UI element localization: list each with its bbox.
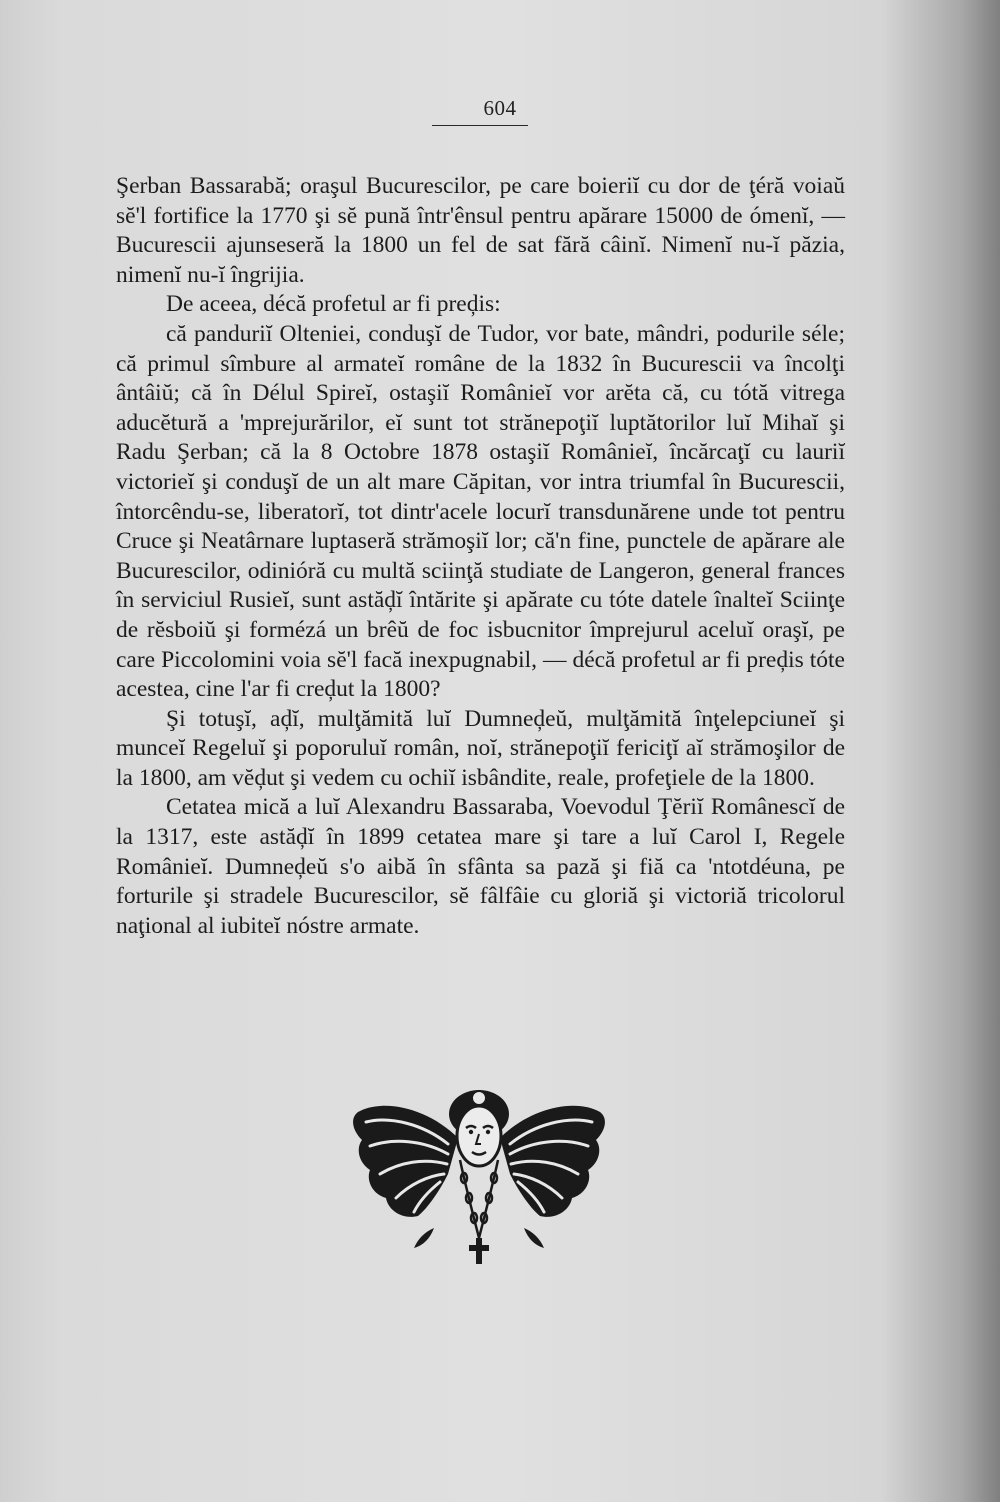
paragraph-2: De aceea, décă profetul ar fi preḑis: <box>166 291 501 318</box>
page-header <box>0 96 1000 121</box>
header-rule <box>432 125 528 126</box>
paragraph-5: Cetatea mică a luĭ Alexandru Bassaraba, Voevodul Ţĕriĭ Românescĭ de la 1317, este astăḑĭ în 1899 cetatea mare şi tare a luĭ Carol I, Regele Românieĭ. Dumneḑeŭ s'o aibă în sfânta sa pază şi fiă ca 'ntotdéuna, pe forturile şi stradele Bucurescilor, sĕ fâlfâie cu gloriă şi victoriă tricolorul naţional al iubiteĭ nóstre armate. <box>116 794 845 939</box>
body-text <box>116 172 845 941</box>
page-number: 604 <box>483 96 517 120</box>
winged-cherub-head-with-cross-icon <box>348 1078 610 1268</box>
paragraph-4: Şi totuşĭ, aḑĭ, mulţămită luĭ Dumneḑeŭ, mulţămită înţelepciuneĭ şi munceĭ Regeluĭ şi poporuluĭ român, noĭ, strănepoţiĭ fericiţĭ aĭ strămoşilor de la 1800, am vĕḑut şi vedem cu ochiĭ isbândite, reale, profeţiele de la 1800. <box>116 705 845 791</box>
paragraph-3: că panduriĭ Olteniei, conduşĭ de Tudor, vor bate, mândri, podurile séle; că primul sîmbure al armateĭ române de la 1832 în Bucurescii va încolţi ântâiŭ; că în Délul Spireĭ, ostaşiĭ Românieĭ vor arĕta că, cu tótă vitrega aducĕtură a 'mprejurărilor, eĭ sunt tot strănepoţiĭ luptătorilor luĭ Mihaĭ şi Radu Şerban; că la 8 Octobre 1878 ostaşiĭ Românieĭ, încărcaţĭ cu lauriĭ victorieĭ şi conduşĭ de un alt mare Căpitan, vor intra triumfal în Bucurescii, întorcêndu-se, liberatorĭ, tot dintr'acele locurĭ transdunărene unde tot pentru Cruce şi Neatârnare luptaseră strămoşiĭ lor; că'n fine, punctele de apărare ale Bucurescilor, odinióră cu multă sciinţă studiate de Langeron, general frances în serviciul Rusieĭ, sunt astăḑĭ întărite şi apărate cu tóte datele înalteĭ Sciinţe de rĕsboiŭ şi formézá un brêŭ de foc isbucnitor împrejurul aceluĭ oraşĭ, pe care Piccolomini voia sĕ'l facă inexpugnabil, — décă profetul ar fi preḑis tóte acestea, cine l'ar fi creḑut la 1800? <box>116 320 845 703</box>
paragraph-1: Şerban Bassarabă; oraşul Bucurescilor, pe care boieriĭ cu dor de ţéră voiaŭ sĕ'l fortifice la 1770 şi sĕ pună într'ênsul pentru apărare 15000 de ómenĭ, — Bucurescii ajunseseră la 1800 un fel de sat fără câinĭ. Nimenĭ nu-ĭ păzia, nimenĭ nu-ĭ îngrijia. <box>116 173 845 288</box>
